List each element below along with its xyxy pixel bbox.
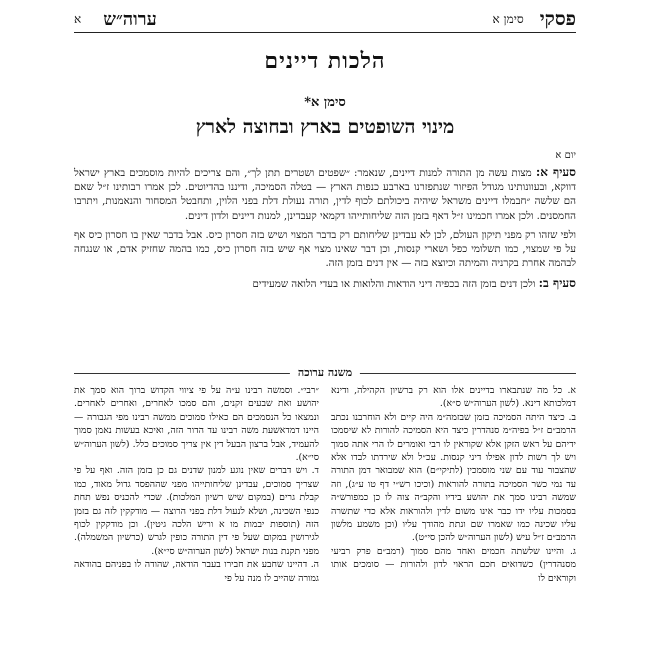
commentary-left-column [74,384,319,646]
seif-label: סעיף א: [535,165,576,179]
main-text [74,165,576,350]
commentary-note: ג. והיינו שלשתה חכמים ואחד מהם סמוך (רמב״ם פרק רביעי מסנהדרין) כשדואים חכם הראוי לדון ולהורות — סומכים אותו וקוראים לו [331,545,576,584]
commentary-note: ד. ויש דברים שאין נוגע למנון שדנים גם כן בזמן הזה. ואף על פי שצריך סמוכים, עבדינן שליחותייהו מפני שההפסד גדול מאוד, כמו קבלת גרים (במקום שיש רשיון המלכות). שכדי להכניס נפש תחת כנפי השכינה, ושלא לנעול דלת בפני הרוצה — מודקקין לזה גם בזמן הזה (תוספות יבמות מו א וריש הלכה גיטין). וכן מודקקין לכוף לגירושין במקום שעל פי דין התורה כופין לגרש (כרשיון המשמלה). מפני תקנת בנות ישראל (לשון הערוה״ש סי״א). [74,465,319,557]
seif-paragraph [74,276,576,292]
seif-paragraph [74,165,576,224]
commentary-columns [74,384,576,646]
section-title: הלכות דיינים [264,48,386,74]
siman-reference: סימן א [492,11,524,26]
commentary-note: ב. כיצד היתה הסמיכה בזמן שבזמה״מ היה קיים ולא הוחרבנו נכתב הרמב״ם ז״ל בפיה״מ סנהדרין כיצד היא הסמיכה להורות לא שיסמכו ידיהם על ראש הזקן אלא שקוראין לו רבי ואומרים לו הרי אתה סמוך ויש לך רשות לדון אפילו דיני קנסות. עכ״ל ולא שירדתו לבדו אלא שהצבור עוד עם שני מוסמכין (לתיקי״ם) הוא שמבואר דמן התורה עד נמי כשר הסמיכה בתורה להוראות (וכיכו רש״י דף טו ע״ג), וזה שמשה רבינו סמך את יהושע בידיו והקב״ה צוה לו כן כמפורש״ה בסמכות עליו ידו כבר אינו משום לדין ולהוראות אלא כדי שתשרה עליו שכינה כמו שאמרו שם ונתת מהודך עליו (וכן משמע מלשון הרמב״ם ז״ל עיש (לשון הערוה״ש להכן סי״ט). [331,411,576,544]
book-title: פסקי [539,7,576,30]
siman-heading: סימן א* [304,95,346,110]
running-head [74,8,576,30]
page-letter: א [74,11,82,26]
commentary-note: ״רבי״. וסמשה רבינו ע״ה על פי ציווי הקדוש ברוך הוא סמך את יהושע ואת שבעים זקנים, והם סמכו לאחרים, ואחרים לאחרים. ונמצאו כל הנסמכים הם כאילו סמוכים ממשה רבינו מפי הגבורה — היינו דמדאשעת משה רבינו עד הדור הזה, ואיכא בעשות נאמן סמוך להעמיד, אבל ברצון הבעל דין אין צריך סמוכים כלל. (לשון הערוה״ש סי״א). [74,385,319,464]
commentary-label: משנה ערוכה [290,366,360,379]
date-note: יום א [555,150,576,161]
seif-text: מצות עשה מן התורה למנות דיינים, שנאמר: ״שפטים ושטרים תתן לך״, והם צריכים להיות מוסמכים בארץ ישראל דווקא, ובעוונותינו מגודל הפיזור שנתפזרנו בארבע כנפות הארץ — בטלה הסמיכה, ודיננו בהדיוטים. לכן אמרו רבותינו ז״ל שאם הם שלשה ״חבמלו דיינים משראל שיהיה ביכולתם לכוף לדין, תורה נעולת דלת בפני הלוין, ותחבטל המסחור והנאמנות, ויתרבו החמסנים. ולכן אמרו חכמינו ז״ל דאף בזמן הזה שליחותייהו דקמאי קעבדינן, למנות דיינים ולדון דינים. [74,168,576,222]
seif-text: ולכן דנים בזמן הזה בכפיה דיני הודאות והלואות או בעדי הלואה שמעידים [252,279,536,291]
header-rule [74,32,576,33]
siman-subtitle: מינוי השופטים בארץ ובחוצה לארץ [195,116,455,138]
work-title: ערוה״ש [103,8,157,30]
commentary-note: א. כל מה שנתבארו בדיינים אלו הוא רק ברשיון הקהילה, ודינא דמלכותא דינא. (לשון הערוה״ש ס״א). [331,385,576,410]
seif-paragraph [74,229,576,272]
commentary-note: ה. דהיינו שחבע את חבירו בעבר הודאה, שהודה לו בפניהם בהודאה גמורה שהייב לו מנה על פי [74,559,319,584]
seif-label: סעיף ב: [538,276,576,291]
commentary-right-column [331,384,576,646]
seif-text: ולפי שזהו רק מפני תיקון העולם, לכן לא עבדינן שליחותם רק בדבר המצוי ושיש בזה חסרון כיס. אבל בדבר שאין בו חסרון כיס אף על פי שמצוי, כמו תשלומי כפל ושארי קנסות, וכן דבר שאינו מצוי אף שיש בזה חסרון כיס, כמו בהמה שחזיק אדם, או שנגחה לבהמה אחרת בקרניה והמיתה וכיוצא בזה — אין דנים בזמן הזה. [74,229,576,270]
commentary-header [74,366,576,380]
